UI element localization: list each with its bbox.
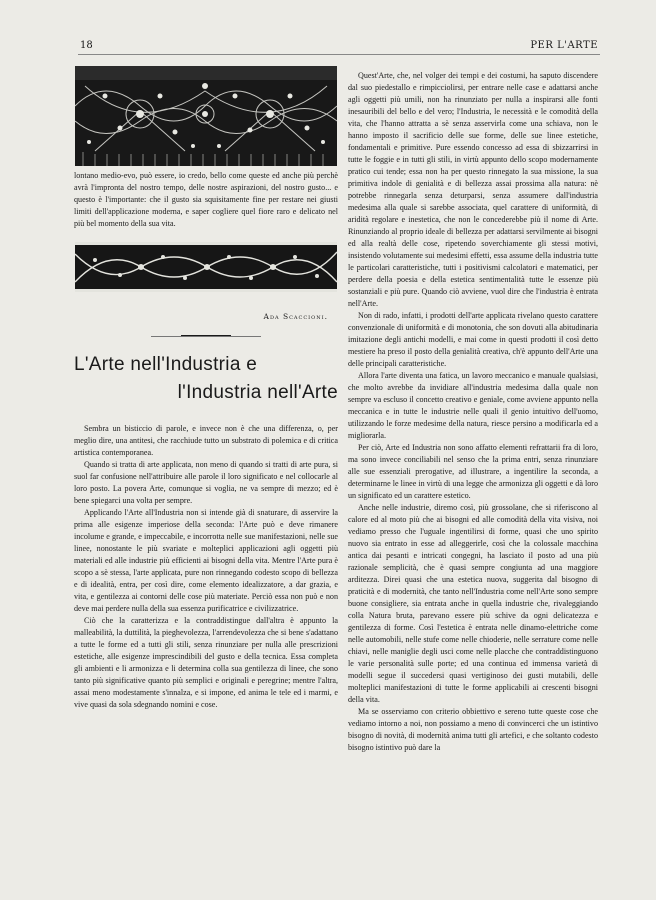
body-paragraph: Quest'Arte, che, nel volger dei tempi e dei costumi, ha saputo discendere dal suo piedestallo e rimpicciolirsi, per entrare nelle case e adattarsi anche agli oggetti più umili, non ha rinunziato per nulla a inspirarsi alle fonti inesauribili del bello e del vero; l'Industria, le necessità e le comodità della vita, che l'hanno attratta a sè senza asservirla come una schiava, non le hanno imposto il sacrificio delle sue forme, delle sue linee estetiche, fondamentali e primitive. Pure essendo concesso ad essa di sbizzarrirsi in tutte le foggie e in tutti gli stili, in virtù appunto dello scopo modernamente pratico cui tende; essa non ha per questo rinnegato la sua missione, la sua primitiva indole di genialità e di bellezza assai prossima alla natura: nè potrebbe rinnegarla senza deturparsi, senza assumere dall'industria medesima alla quale si sarebbe associata, quel carattere di uniformità, di aridità regolare e inestetica, che non le concederebbe più il nome di Arte. Rinunziando al proprio ideale di bellezza per adattarsi servilmente ai bisogni ed alla realtà delle cose, ripetendo soverchiamente gli stessi motivi, insistendo volutamente sui medesimi effetti, essa assume della industria tutte le particolari caratteristiche, tutti i positivismi calcolatori e matematici, per perdere della poesia e della estetica sentimentalità tutte le essenze più sostanziali e più pure. Quando ciò avviene, vuol dire che l'industria è entrata nell'Arte. — [348, 71, 598, 308]
body-paragraph: Per ciò, Arte ed Industria non sono affatto elementi refrattarii fra di loro, ma sono invece conciliabili nel senso che la prima entri, senza rinunziare alle sue essenziali prerogative, ad illustrare, a ingentilire la seconda, a determinarne le linee in virtù di una legge che armonizza gli oggetti e dà loro un significato ed un carattere estetico. — [348, 443, 598, 500]
body-paragraph: Allora l'arte diventa una fatica, un lavoro meccanico e manuale qualsiasi, che molto avrebbe da invidiare all'industria medesima dalla quale non sempre va escluso il concetto creativo e geniale, come avviene appunto nella meccanica e in tutte le industrie nelle quali il genio intuitivo dell'uomo, utilizzando le forze medesime della natura, riesce persino a modificarla ed a migliorarla. — [348, 371, 598, 440]
left-column — [74, 66, 338, 711]
intro-paragraph: lontano medio-evo, può essere, io credo, bello come queste ed anche più perchè avrà l'impronta del nostro tempo, delle nostre aspirazioni, del nostro gusto... e questo è l'importante: che il gusto sia squisitamente fine per restare nei giusti limiti dell'applicazione moderna, e saper cogliere quel fiore raro e delicato nel più bel momento della sua vita. — [74, 171, 338, 228]
journal-title: PER L'ARTE — [530, 40, 598, 51]
body-paragraph: Ciò che la caratterizza e la contraddistingue dall'altra è appunto la malleabilità, la duttilità, la pieghevolezza, l'arrendevolezza che si bene s'adattano a tutte le forme ed a tutti gli stili, senza rinunziare per nulla alle prescrizioni estetiche, alle esigenze imprescindibili del gusto e della tecnica. Essa completa gli ambienti e li armonizza e li determina colla sua gentilezza di linee, che sono tanto più significative quanto più semplici e originali e peregrine; mentre l'altra, assai meno modestamente s'innalza, e si impone, ed anima le tele ed i marmi, e vive quasi da sola sdegnando nomini e cose. — [74, 616, 338, 709]
body-paragraph: Ma se osserviamo con criterio obbiettivo e sereno tutte queste cose che vediamo intorno a noi, non possiamo a meno di convincerci che un istintivo bisogno di novità, di modernità anima tutti gli artefici, e che soltanto codesto bisogno istintivo può dare la — [348, 707, 598, 752]
page-number: 18 — [80, 40, 93, 51]
article-title-line-1: L'Arte nell'Industria e — [74, 354, 258, 375]
lace-ornament-illustration — [75, 66, 337, 166]
body-paragraph: Quando si tratta di arte applicata, non meno di quando si tratti di arte pura, si suol far confusione nell'attribuire alle parole il loro significato e nel collocarle al loro posto. La povera Arte, comunque si voglia, ne va sempre di mezzo; ed è bene spiegarci una volta per sempre. — [74, 460, 338, 505]
author-signature: Ada Scaccioni. — [263, 312, 328, 321]
right-column — [348, 70, 598, 754]
body-paragraph: Anche nelle industrie, diremo così, più grossolane, che si riferiscono al calore ed al moto più che ai bisogni ed alle comodità della vita visiva, noi vediamo presso che l'uguale ingentilirsi di forme, quasi che uno spirito nuovo sia entrato in esse ad alleggerirle, così che la colossale macchina antica dai pesanti e intricati congegni, ha lasciato il posto ad una più razionale semplicità, che è quasi sempre congiunta ad una maggiore arditezza. Direi quasi che una estetica nuova, suggerita dal bisogno di praticità e di modernità, che tanto nell'Industria come nell'Arte sono sempre buone consigliere, sia entrata anche in quella industrie che, rivaleggiando colla Natura bruta, parevano essere più schive da ogni delicatezza e gentilezza di forme. Così l'estetica è entrata nelle dinamo-elettriche come nelle automobili, nelle stufe come nelle chioderie, nelle serrature come nelle chiavi, nelle maniglie degli usci come nelle placche che contraddistinguono le varie personalità sulle porte; ed una continua ed immensa varietà di modelli segue il succedersi quasi vertiginoso dei gusti mutabili, delle molteplici manifestazioni di tutte le forme applicabili ai crescenti bisogni della vita. — [348, 503, 598, 704]
body-paragraph: Sembra un bisticcio di parole, e invece non è che una differenza, o, per meglio dire, una antitesi, che racchiude tutto un substrato di polemica e di critica artistica contemporanea. — [74, 424, 338, 457]
embroidery-band-illustration — [75, 242, 337, 292]
body-paragraph: Non di rado, infatti, i prodotti dell'arte applicata rivelano questo carattere convenzionale di uniformità e di monotonia, che son dovuti alla abitudinaria imitazione degli antichi modelli, e mai come in questi prodotti il così detto mestiere ha preso il posto della genialità creativa, ch'è appunto dell'Arte una delle principali caratteristiche. — [348, 311, 598, 368]
header-rule — [78, 54, 600, 55]
section-divider-thin — [151, 336, 261, 337]
article-title-line-2: l'Industria nell'Arte — [177, 382, 338, 403]
body-paragraph: Applicando l'Arte all'Industria non si intende già di snaturare, di asservire la prima alle esigenze imperiose della seconda: l'Arte può e deve rimanere incolume e grande, e impeccabile, e incorrotta nelle sue manifestazioni, nelle sue linee, nonostante le più svariate e molteplici applicazioni agli oggetti più materiali ed alle industrie più efficienti ai bisogni della vita. Mentre l'Arte pura è scopo a sè stessa, l'arte applicata, pure non rinnegando codesto scopo di bellezza e di idealità, entra, per così dire, come elemento idealizzatore, a dar grazia, e vita, e gentilezza ai contorni delle cose più materiate. Perciò essa non può e non deve mai perdere nulla della sua essenza purificatrice e civilizzatrice. — [74, 508, 338, 613]
